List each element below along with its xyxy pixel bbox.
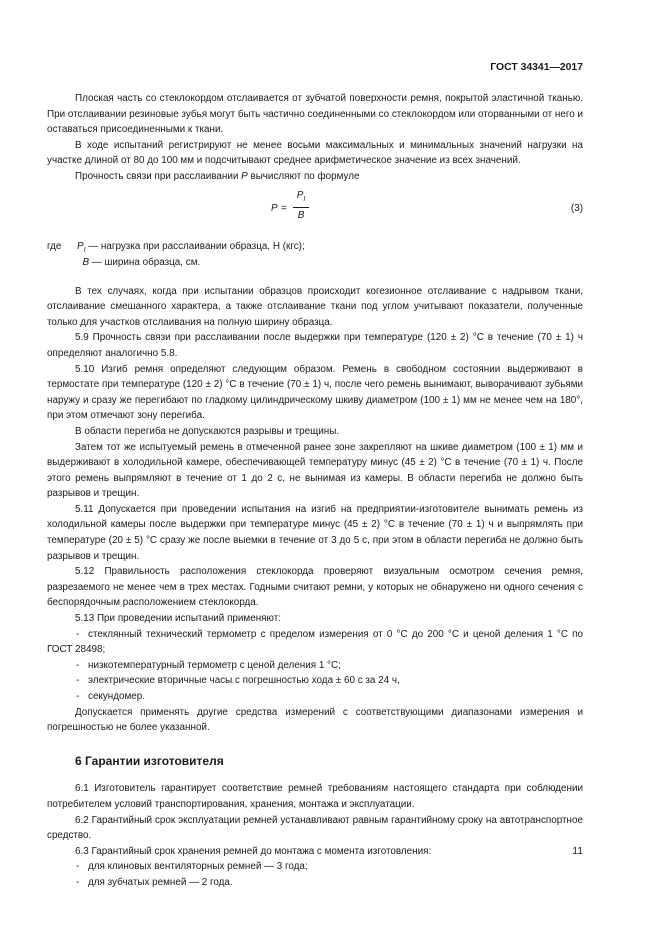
- list-item: - низкотемпературный термометр с ценой деления 1 °С;: [76, 659, 341, 671]
- formula-denominator: B: [297, 209, 305, 221]
- list-item: - для зубчатых ремней — 2 года.: [76, 876, 233, 888]
- paragraph: В тех случаях, когда при испытании образцов происходит когезионное отслаивание с надрывом ткани, отслаивание смешанного характера, а также отслаивание ткани под углом учитывают показатели, полученные только для участков отслаивания на полную ширину образца.: [47, 285, 583, 328]
- legend-line-2: B — ширина образца, см.: [82, 256, 201, 268]
- paragraph: Допускается применять другие средства измерений с соответствующими диапазонами измерения и погрешностью не более указанной.: [47, 706, 583, 734]
- page-number: 11: [572, 846, 583, 857]
- clause-6-3: 6.3 Гарантийный срок хранения ремней до монтажа с момента изготовления:: [75, 845, 432, 857]
- where-label: где: [47, 240, 62, 252]
- legend-line-1: $P_I$ — нагрузка при расслаивании образца, Н (кгс);: [77, 240, 305, 254]
- formula-intro: Прочность связи при расслаивании P вычисляют по формуле: [75, 170, 360, 182]
- formula: [47, 187, 583, 233]
- formula-equals: =: [281, 202, 287, 214]
- formula-legend: [47, 239, 583, 271]
- formula-number: (3): [570, 202, 583, 214]
- list-item: - секундомер.: [76, 691, 146, 702]
- document-body: [47, 91, 583, 891]
- list-item: - для клиновых вентиляторных ремней — 3 года;: [76, 861, 308, 873]
- clause-6-2: 6.2 Гарантийный срок эксплуатации ремней устанавливают равным гарантийному сроку на автотранспортное средство.: [47, 814, 583, 842]
- standard-header: ГОСТ 34341—2017: [490, 62, 583, 73]
- clause-6-1: 6.1 Изготовитель гарантирует соответствие ремней требованиям настоящего стандарта при соблюдении потребителем условий транспортирования, хранения, монтажа и эксплуатации.: [47, 783, 583, 810]
- paragraph: В области перегиба не допускаются разрывы и трещины.: [75, 425, 340, 437]
- paragraph: В ходе испытаний регистрируют не менее восьми максимальных и минимальных значений нагрузки на участке длиной от 80 до 100 мм и подсчитывают среднее арифметическое значение из всех значений.: [47, 139, 583, 167]
- formula-fraction: [293, 188, 309, 223]
- formula-lhs: P: [271, 202, 278, 214]
- paragraph: Затем тот же испытуемый ремень в отмеченной ранее зоне закрепляют на шкиве диаметром (100 ± 1) мм и выдерживают в холодильной камере, обеспечивающей температуру минус (45 ± 2) °С в течение (70 ± 1) ч. После этого ремень выпрямляют в течение от 1 до 2 с, не вынимая из камеры. В области перегиба не должно быть разрывов и трещин.: [47, 441, 583, 500]
- paragraph: Плоская часть со стеклокордом отслаивается от зубчатой поверхности ремня, покрытой эластичной тканью. При отслаивании резиновые зубья могут быть частично соединенными со стеклокордом или оторванными от него и оставаться присоединенными к ткани.: [47, 93, 583, 136]
- clause-5-10: 5.10 Изгиб ремня определяют следующим образом. Ремень в свободном состоянии выдерживают в термостате при температуре (120 ± 2) °С в течение (70 ± 1) ч, после чего ремень вынимают, выворачивают зубьями наружу и сразу же перегибают по гладкому цилиндрическому шкиву диаметром (100 ± 1) мм не менее чем на 180°, при этом отмечают зону перегиба.: [47, 363, 583, 422]
- formula-numerator: $P_I$: [293, 188, 309, 208]
- section-title: 6 Гарантии изготовителя: [75, 753, 224, 768]
- clause-5-13: 5.13 При проведении испытаний применяют:: [75, 613, 281, 625]
- clause-5-11: 5.11 Допускается при проведении испытания на изгиб на предприятии-изготовителе вынимать ремень из холодильной камеры после выдержки при температуре минус (45 ± 2) °С в течение (70 ± 1) ч и выпрямлять при температуре (20 ± 5) °С сразу же после выемки в течение от 3 до 5 с, при этом в области перегиба не должно быть разрывов и трещин.: [47, 503, 583, 562]
- clause-5-12: 5.12 Правильность расположения стеклокорда проверяют визуальным осмотром сечения ремня, разрезаемого не менее чем в трех местах. Годными считают ремни, у которых не обнаружено ни одного сечения с беспорядочным расположением стеклокорда.: [47, 566, 583, 609]
- list-item: - стеклянный технический термометр с пределом измерения от 0 °С до 200 °С и ценой деления 1 °С по ГОСТ 28498;: [47, 628, 583, 656]
- list-item: - электрические вторичные часы с погрешностью хода ± 60 с за 24 ч,: [76, 675, 400, 687]
- clause-5-9: 5.9 Прочность связи при расслаивании после выдержки при температуре (120 ± 2) °С в течение (70 ± 1) ч определяют аналогично 5.8.: [47, 332, 583, 359]
